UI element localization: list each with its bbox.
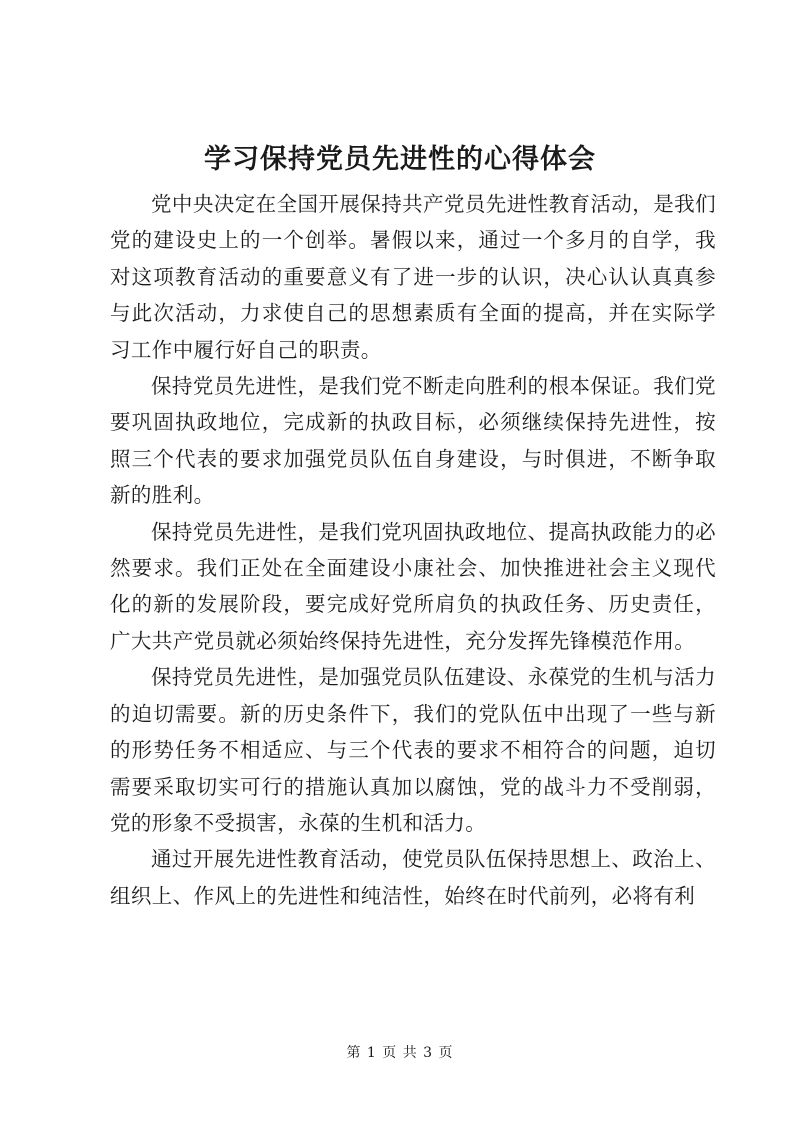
- paragraph-2: 保持党员先进性，是我们党不断走向胜利的根本保证。我们党要巩固执政地位，完成新的执政目标，必须继续保持先进性，按照三个代表的要求加强党员队伍自身建设，与时俱进，不断争取新的胜利。: [110, 374, 716, 508]
- paragraph-1: 党中央决定在全国开展保持共产党员先进性教育活动，是我们党的建设史上的一个创举。暑假以来，通过一个多月的自学，我对这项教育活动的重要意义有了进一步的认识，决心认认真真参与此次活动，力求使自己的思想素质有全面的提高，并在实际学习工作中履行好自己的职责。: [110, 192, 716, 362]
- paragraph-5: 通过开展先进性教育活动，使党员队伍保持思想上、政治上、组织上、作风上的先进性和纯洁性，始终在时代前列，必将有利: [110, 847, 716, 908]
- page-number-footer: 第 1 页 共 3 页: [346, 1045, 454, 1061]
- document-title: 学习保持党员先进性的心得体会: [204, 144, 596, 175]
- paragraph-3: 保持党员先进性，是我们党巩固执政地位、提高执政能力的必然要求。我们正处在全面建设小康社会、加快推进社会主义现代化的新的发展阶段，要完成好党所肩负的执政任务、历史责任，广大共产党员就必须始终保持先进性，充分发挥先锋模范作用。: [110, 519, 716, 653]
- paragraph-4: 保持党员先进性，是加强党员队伍建设、永葆党的生机与活力的迫切需要。新的历史条件下，我们的党队伍中出现了一些与新的形势任务不相适应、与三个代表的要求不相符合的问题，迫切需要采取切实可行的措施认真加以腐蚀，党的战斗力不受削弱，党的形象不受损害，永葆的生机和活力。: [110, 665, 716, 835]
- document-body: [110, 186, 716, 914]
